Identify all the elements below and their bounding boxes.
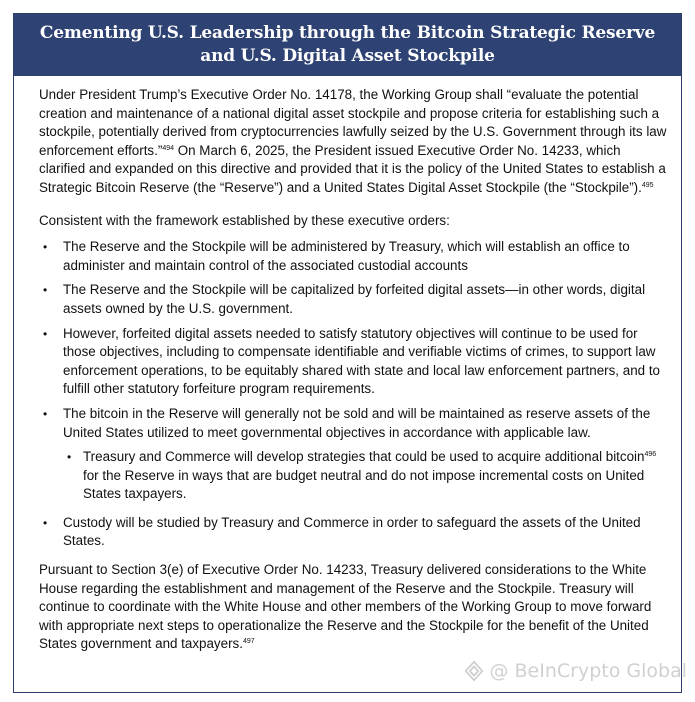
report-box: [13, 13, 682, 693]
intro-text-1: Under President Trump’s Executive Order No. 14178, the Working Group shall “evaluate the potential creation and maintenance of a national digital asset stockpile and propose criteria for establishing such a stockpile, potentially derived from cryptocurrencies lawfully seized by the U.S. Government through its law enforcement efforts.”: [39, 87, 667, 158]
framework-list: [39, 238, 667, 551]
section-title-line-1: Cementing U.S. Leadership through the Bitcoin Strategic Reserve: [39, 23, 656, 43]
intro-paragraph: [39, 86, 667, 198]
footnote-497: 497: [242, 638, 255, 646]
list-item: • However, forfeited digital assets needed to satisfy statutory objectives will continue to be used for those objectives, including to compensate identifiable and verifiable victims of crimes, to support law enforcement operations, to be equitably shared with state and local law enforcement partners, and to fulfill other statutory forfeiture program requirements.: [39, 325, 667, 399]
sub-list-item: [63, 448, 667, 504]
sub-item-text-2: for the Reserve in ways that are budget neutral and do not impose incremental costs on United States taxpayers.: [83, 467, 645, 502]
list-item-text: The bitcoin in the Reserve will generally not be sold and will be maintained as reserve assets of the United States utilized to meet governmental objectives in accordance with applicable law.: [63, 405, 651, 440]
watermark: [463, 660, 687, 682]
closing-text: Pursuant to Section 3(e) of Executive Order No. 14233, Treasury delivered considerations to the White House regarding the establishment and management of the Reserve and the Stockpile. Treasury will continue to coordinate with the White House and other members of the Working Group to move forward with appropriate next steps to operationalize the Reserve and the Stockpile for the benefit of the United States government and taxpayers.: [39, 562, 652, 652]
footnote-495: 495: [641, 181, 654, 189]
framework-intro: Consistent with the framework established by these executive orders:: [39, 212, 450, 228]
list-item: • The Reserve and the Stockpile will be administered by Treasury, which will establish an office to administer and maintain control of the associated custodial accounts: [39, 238, 667, 275]
section-title-line-2: and U.S. Digital Asset Stockpile: [200, 46, 495, 66]
intro-text-2: On March 6, 2025, the President issued Executive Order No. 14233, which clarified and expanded on this directive and provided that it is the policy of the United States to establish a Strategic Bitcoin Reserve (the “Reserve”) and a United States Digital Asset Stockpile (the “Stockpile”).: [39, 142, 666, 195]
list-item: • Custody will be studied by Treasury and Commerce in order to safeguard the assets of the United States.: [39, 514, 667, 551]
closing-paragraph: [39, 561, 667, 654]
section-body: [14, 76, 681, 654]
beincrypto-logo-icon: [463, 660, 485, 682]
watermark-text: @ BeInCrypto Global: [489, 660, 687, 682]
footnote-494: 494: [162, 144, 174, 152]
list-item-with-sublist: [39, 405, 667, 504]
sub-item-text-1: Treasury and Commerce will develop strategies that could be used to acquire additional bitcoin: [83, 449, 645, 465]
list-item: • The Reserve and the Stockpile will be capitalized by forfeited digital assets—in other words, digital assets owned by the U.S. government.: [39, 281, 667, 318]
sub-list: [63, 448, 667, 504]
footnote-496: 496: [644, 451, 657, 459]
section-header: [14, 14, 681, 76]
